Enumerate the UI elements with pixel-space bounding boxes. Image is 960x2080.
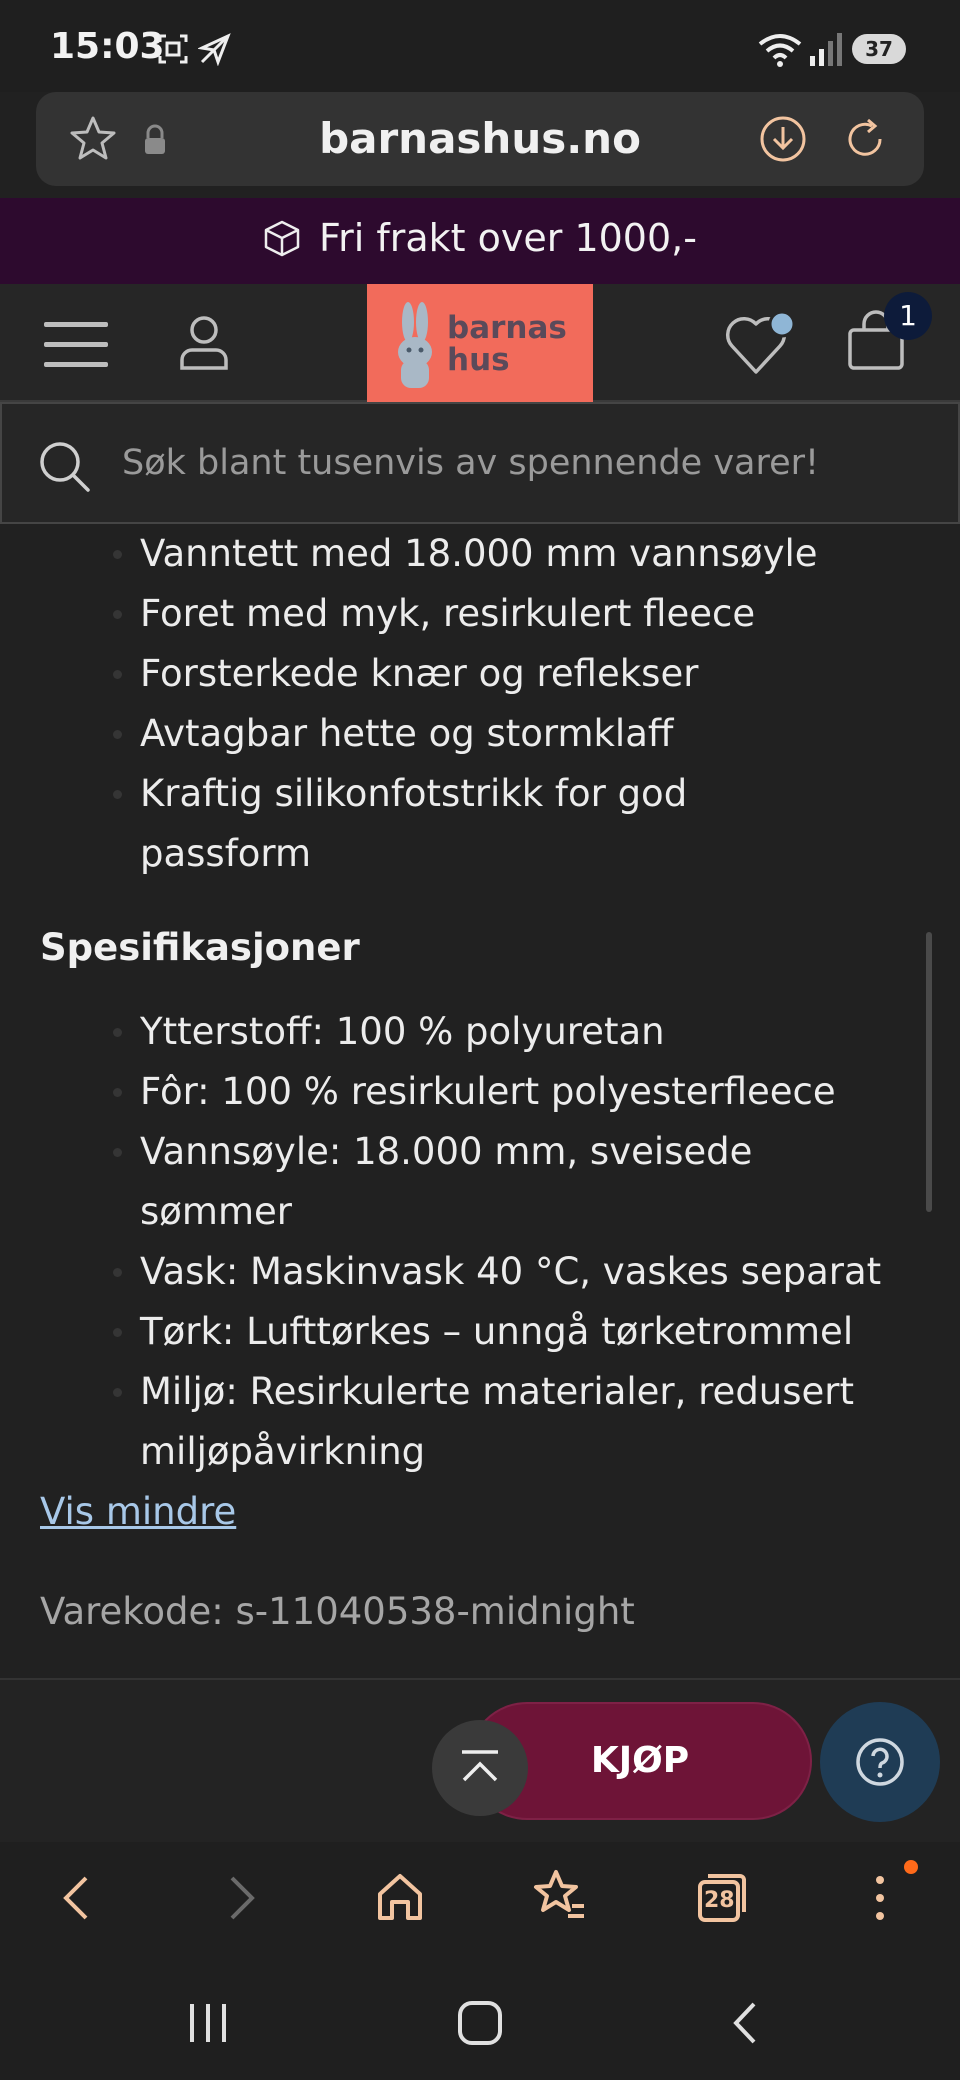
search-bar [0, 402, 960, 524]
notification-dot [904, 1860, 918, 1874]
system-back-icon[interactable] [714, 1998, 778, 2048]
list-item: Foret med myk, resirkulert fleece [0, 584, 960, 644]
system-nav [0, 1960, 960, 2080]
send-icon [198, 32, 232, 66]
search-input[interactable] [122, 438, 922, 488]
help-button[interactable] [820, 1702, 940, 1822]
tabs-button[interactable] [680, 1858, 760, 1938]
buy-button[interactable]: KJØP [468, 1702, 812, 1820]
package-icon [263, 219, 301, 257]
url-text[interactable]: barnashus.no [319, 114, 641, 163]
specs-heading: Spesifikasjoner [40, 926, 360, 969]
feature-list [0, 524, 960, 884]
list-item: Vannsøyle: 18.000 mm, sveisede sømmer [0, 1122, 960, 1242]
tab-count: 28 [704, 1888, 735, 1913]
battery-icon: 37 [852, 34, 906, 64]
product-description [0, 524, 960, 1678]
recent-apps-icon[interactable] [176, 1998, 240, 2048]
list-item: Kraftig silikonfotstrikk for god passform [0, 764, 960, 884]
scroll-top-icon [458, 1748, 502, 1788]
promo-banner [0, 198, 960, 284]
url-bar[interactable] [36, 92, 924, 186]
promo-text: Fri frakt over 1000,- [319, 216, 697, 260]
list-item: Fôr: 100 % resirkulert polyesterfleece [0, 1062, 960, 1122]
scrollbar[interactable] [926, 932, 932, 1212]
list-item: Vask: Maskinvask 40 °C, vaskes separat [0, 1242, 960, 1302]
signal-icon [808, 32, 844, 66]
list-item: Forsterkede knær og reflekser [0, 644, 960, 704]
list-item: Ytterstoff: 100 % polyuretan [0, 1002, 960, 1062]
home-icon[interactable] [360, 1858, 440, 1938]
help-icon [854, 1736, 906, 1788]
browser-nav [0, 1842, 960, 1960]
list-item: Vanntett med 18.000 mm vannsøyle [0, 524, 960, 584]
list-item: Avtagbar hette og stormklaff [0, 704, 960, 764]
logo-text-line1: barnas [447, 310, 567, 346]
logo-text [447, 312, 567, 376]
reload-icon[interactable] [840, 114, 890, 164]
logo[interactable] [367, 284, 593, 402]
wifi-icon [756, 30, 804, 68]
list-item: Tørk: Lufttørkes – unngå tørketrommel [0, 1302, 960, 1362]
scroll-to-top-button[interactable] [432, 1720, 528, 1816]
product-sku: Varekode: s-11040538-midnight [40, 1590, 635, 1633]
spec-list [0, 1002, 960, 1482]
site-header [0, 284, 960, 402]
wishlist-heart-icon[interactable] [724, 306, 804, 378]
logo-text-line2: hus [447, 342, 510, 378]
cart-count-badge: 1 [884, 292, 932, 340]
search-icon[interactable] [36, 438, 92, 494]
download-icon[interactable] [758, 114, 808, 164]
status-bar [0, 0, 960, 92]
list-item: Miljø: Resirkulerte materialer, redusert miljøpåvirkning [0, 1362, 960, 1482]
action-area [0, 1678, 960, 1842]
show-less-link[interactable]: Vis mindre [40, 1490, 237, 1533]
back-icon[interactable] [38, 1858, 118, 1938]
forward-icon[interactable] [200, 1858, 280, 1938]
bunny-logo-icon [391, 300, 439, 390]
account-icon[interactable] [176, 312, 232, 372]
menu-icon[interactable] [44, 318, 110, 372]
home-circle-icon[interactable] [448, 1998, 512, 2048]
screenshot-icon [156, 32, 190, 66]
status-time: 15:03 [50, 26, 165, 67]
bookmarks-icon[interactable] [520, 1858, 600, 1938]
